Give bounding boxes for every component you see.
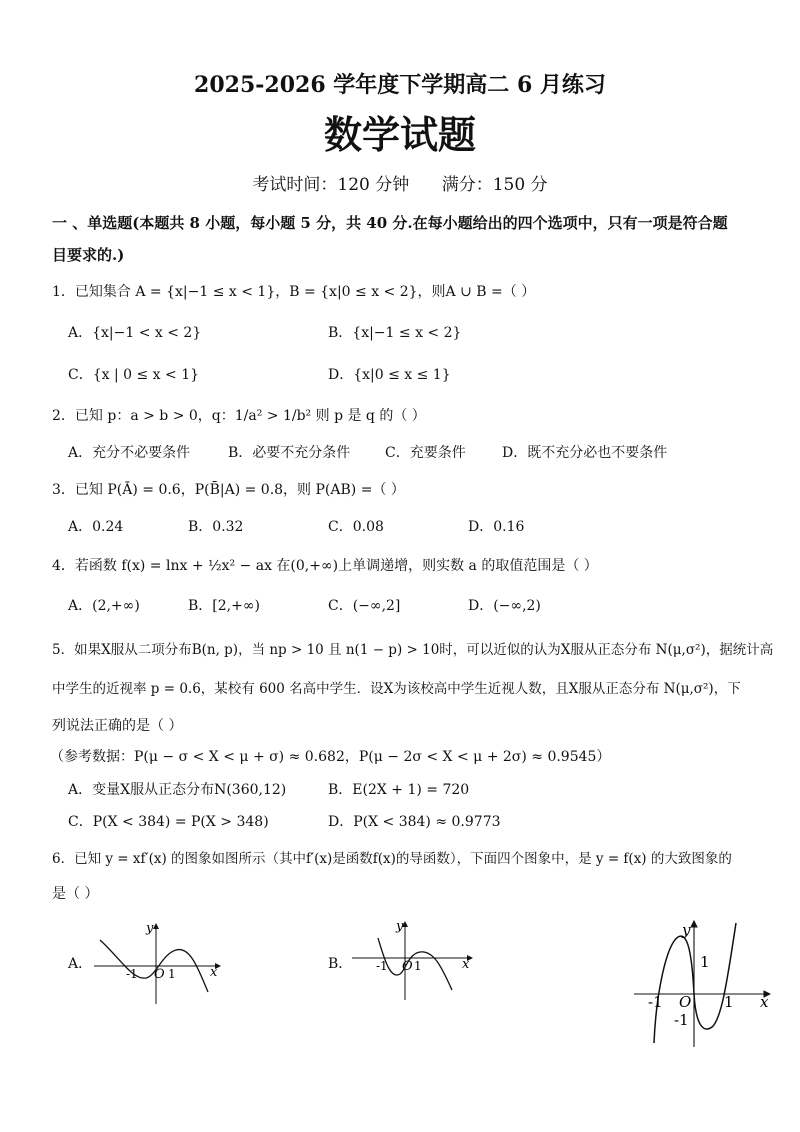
q4-option-b: B．[2,+∞): [188, 598, 260, 614]
q6-option-b-label: B．: [328, 956, 353, 972]
q5-line3: 列说法正确的是（ ）: [52, 718, 183, 734]
exam-title: 2025-2026 学年度下学期高二 6 月练习: [194, 72, 606, 98]
tick-neg1: -1: [376, 959, 388, 973]
q3-option-a: A．0.24: [68, 519, 124, 535]
y-label: y: [682, 921, 691, 939]
q5-reference: （参考数据：P(μ − σ < X < μ + σ) ≈ 0.682，P(μ − 2σ < X < μ + 2σ) ≈ 0.9545）: [50, 749, 611, 765]
tick-neg1-y: -1: [674, 1011, 689, 1029]
curve: [654, 923, 736, 1043]
q1-stem: 1．已知集合 A = {x|−1 ≤ x < 1}，B = {x|0 ≤ x < 2}，则A ∪ B =（ ）: [52, 284, 536, 300]
q2-option-d: D．既不充分必也不要条件: [502, 445, 668, 461]
q3-option-d: D．0.16: [468, 519, 525, 535]
q5-option-d: D．P(X < 384) ≈ 0.9773: [328, 814, 501, 830]
tick-pos1-y: 1: [700, 953, 710, 971]
origin-label: O: [154, 967, 165, 982]
origin-label: O: [679, 993, 692, 1011]
origin-label: O: [402, 959, 413, 974]
x-label: x: [210, 965, 218, 980]
q4-option-a: A．(2,+∞): [68, 598, 140, 614]
q4-option-d: D．(−∞,2): [468, 598, 541, 614]
q3-option-c: C．0.08: [328, 519, 384, 535]
q4-option-c: C．(−∞,2]: [328, 598, 401, 614]
y-label: y: [146, 921, 154, 936]
q2-option-a: A．充分不必要条件: [68, 445, 191, 461]
tick-pos1: 1: [168, 967, 176, 981]
y-label: y: [396, 919, 404, 934]
tick-pos1: 1: [414, 959, 422, 973]
q3-stem: 3．已知 P(Ā) = 0.6，P(B̄|A) = 0.8，则 P(AB) =（ ）: [52, 482, 405, 498]
q4-stem: 4．若函数 f(x) = lnx + ½x² − ax 在(0,+∞)上单调递增，则实数 a 的取值范围是（ ）: [52, 558, 598, 574]
x-label: x: [462, 957, 470, 972]
q6-option-a-label: A．: [68, 956, 93, 972]
q6-graph-a: [90, 918, 230, 1008]
q5-option-a: A．变量X服从正态分布N(360,12): [68, 782, 287, 798]
q1-option-c: C．{x | 0 ≤ x < 1}: [68, 367, 200, 383]
q5-option-b: B．E(2X + 1) = 720: [328, 782, 470, 798]
q6-line2: 是（ ）: [52, 886, 99, 902]
x-label: x: [760, 993, 769, 1011]
q1-option-a: A．{x|−1 < x < 2}: [68, 325, 202, 341]
q3-option-b: B．0.32: [188, 519, 244, 535]
exam-info: 考试时间：120 分钟 满分：150 分: [252, 175, 548, 195]
q1-option-d: D．{x|0 ≤ x ≤ 1}: [328, 367, 451, 383]
tick-neg1: -1: [126, 967, 138, 981]
q5-line1: 5．如果X服从二项分布B(n, p)，当 np > 10 且 n(1 − p) > 10时，可以近似的认为X服从正态分布 N(μ,σ²)，据统计高: [52, 642, 774, 658]
tick-pos1-x: 1: [724, 993, 734, 1011]
q6-line1: 6．已知 y = xf′(x) 的图象如图所示（其中f′(x)是函数f(x)的导函数），下面四个图象中，是 y = f(x) 的大致图象的: [52, 851, 732, 867]
q5-option-c: C．P(X < 384) = P(X > 348): [68, 814, 269, 830]
tick-neg1-x: -1: [648, 993, 663, 1011]
section-heading-cont: 目要求的.): [52, 246, 125, 264]
q1-option-b: B．{x|−1 ≤ x < 2}: [328, 325, 462, 341]
q2-stem: 2．已知 p：a > b > 0，q：1/a² > 1/b² 则 p 是 q 的（ ）: [52, 408, 426, 424]
q6-given-graph: [628, 915, 778, 1050]
section-heading: 一 、单选题(本题共 8 小题，每小题 5 分，共 40 分.在每小题给出的四个选项中，只有一项是符合题: [52, 214, 728, 232]
q2-option-c: C．充要条件: [385, 445, 466, 461]
q5-line2: 中学生的近视率 p = 0.6，某校有 600 名高中学生．设X为该校高中学生近视人数，且X服从正态分布 N(μ,σ²)，下: [52, 681, 741, 697]
q6-graph-b: [350, 918, 480, 1003]
exam-subject: 数学试题: [323, 112, 476, 157]
q2-option-b: B．必要不充分条件: [228, 445, 351, 461]
